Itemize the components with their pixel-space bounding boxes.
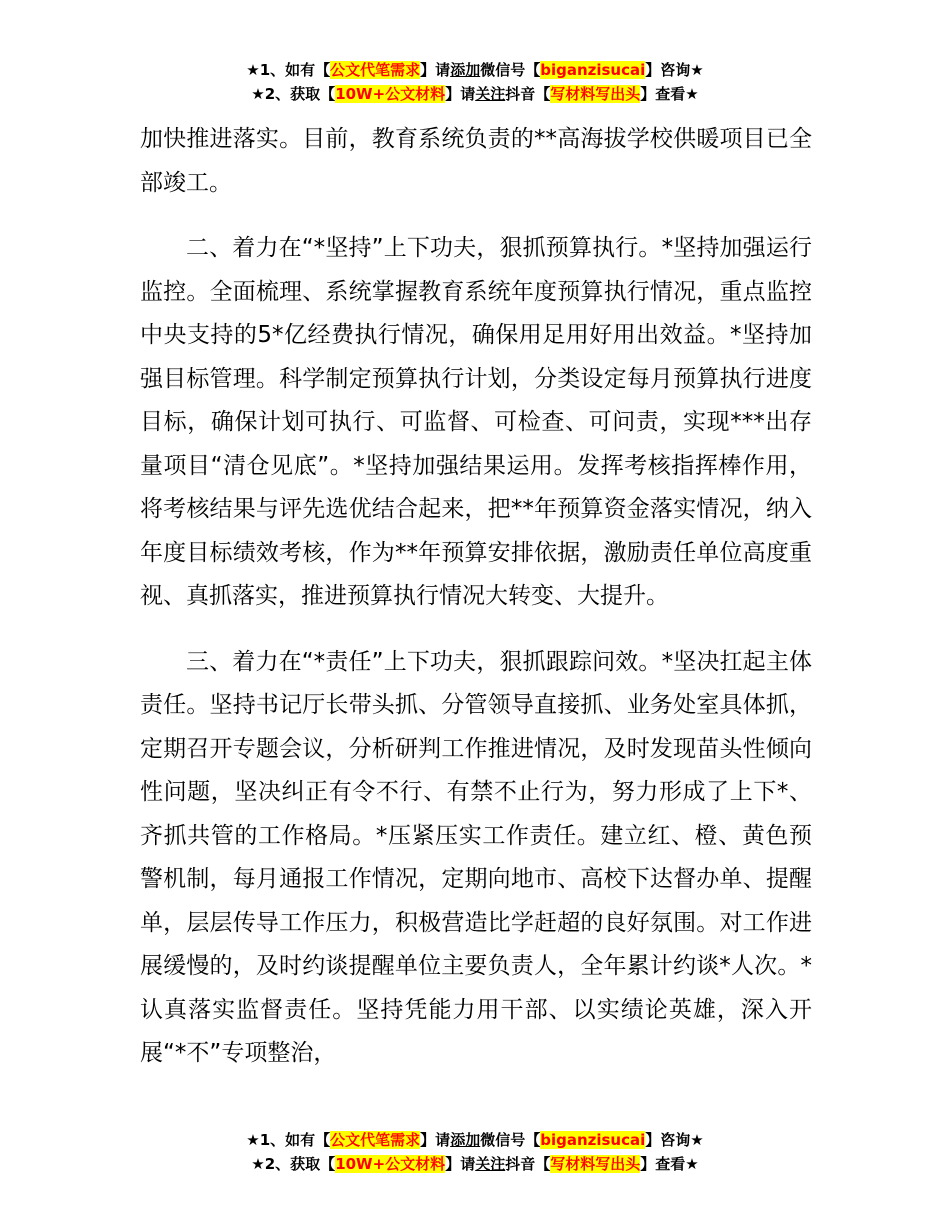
banner-text: 】查看★ xyxy=(640,1155,699,1173)
banner-wechat-id: biganzisucai xyxy=(540,1131,646,1149)
paragraph-1: 加快推进落实。目前，教育系统负责的**高海拔学校供暖项目已全部竣工。 xyxy=(140,126,812,196)
banner-emphasis: 添加 xyxy=(450,1131,481,1149)
paragraph-3: 三、着力在“*责任”上下功夫，狠抓跟踪问效。*坚决扛起主体责任。坚持书记厅长带头抓、分管领导直接抓、业务处室具体抓，定期召开专题会议，分析研判工作推进情况，及时发现苗头性倾向性问题，坚决纠正有令不行、有禁不止行为，努力形成了上下*、齐抓共管的工作格局。*压紧压实工作责任。建立红、橙、黄色预警机制，每月通报工作情况，定期向地市、高校下达督办单、提醒单，层层传导工作压力，积极营造比学赶超的良好氛围。对工作进展缓慢的，及时约谈提醒单位主要负责人，全年累计约谈*人次。*认真落实监督责任。坚持凭能力用干部、以实绩论英雄，深入开展“*不”专项整治， xyxy=(140,648,812,1066)
banner-text: 抖音【 xyxy=(505,85,551,103)
banner-text: 微信号【 xyxy=(480,1131,541,1149)
banner-emphasis: 添加 xyxy=(450,61,481,79)
banner-text: ★1、如有【 xyxy=(246,61,331,79)
header-banner xyxy=(0,58,950,106)
document-body xyxy=(140,118,812,1076)
banner-text: ★2、获取【 xyxy=(251,85,336,103)
banner-text: ★2、获取【 xyxy=(251,1155,336,1173)
banner-text: 】查看★ xyxy=(640,85,699,103)
banner-emphasis: 关注 xyxy=(475,85,506,103)
banner-text: 】请 xyxy=(420,61,451,79)
banner-text: 】请 xyxy=(445,85,476,103)
banner-highlight: 10W+公文材料 xyxy=(335,1155,446,1173)
banner-highlight: 公文代笔需求 xyxy=(330,1131,421,1149)
banner-highlight: 10W+公文材料 xyxy=(335,85,446,103)
banner-line-2 xyxy=(0,82,950,106)
banner-wechat-id: biganzisucai xyxy=(540,61,646,79)
banner-text: 】请 xyxy=(420,1131,451,1149)
banner-line-1 xyxy=(0,58,950,82)
banner-douyin-id: 写材料写出头 xyxy=(550,85,641,103)
banner-text: 抖音【 xyxy=(505,1155,551,1173)
paragraph-2: 二、着力在“*坚持”上下功夫，狠抓预算执行。*坚持加强运行监控。全面梳理、系统掌握教育系统年度预算执行情况，重点监控中央支持的5*亿经费执行情况，确保用足用好用出效益。*坚持加强目标管理。科学制定预算执行计划，分类设定每月预算执行进度目标，确保计划可执行、可监督、可检查、可问责，实现***出存量项目“清仓见底”。*坚持加强结果运用。发挥考核指挥棒作用，将考核结果与评先选优结合起来，把**年预算资金落实情况，纳入年度目标绩效考核，作为**年预算安排依据，激励责任单位高度重视、真抓落实，推进预算执行情况大转变、大提升。 xyxy=(140,235,812,609)
banner-text: 】咨询★ xyxy=(645,61,704,79)
banner-line-2 xyxy=(0,1152,950,1176)
banner-text: 微信号【 xyxy=(480,61,541,79)
banner-text: 】咨询★ xyxy=(645,1131,704,1149)
banner-text: 】请 xyxy=(445,1155,476,1173)
banner-douyin-id: 写材料写出头 xyxy=(550,1155,641,1173)
footer-banner xyxy=(0,1128,950,1176)
banner-highlight: 公文代笔需求 xyxy=(330,61,421,79)
banner-emphasis: 关注 xyxy=(475,1155,506,1173)
banner-line-1 xyxy=(0,1128,950,1152)
banner-text: ★1、如有【 xyxy=(246,1131,331,1149)
